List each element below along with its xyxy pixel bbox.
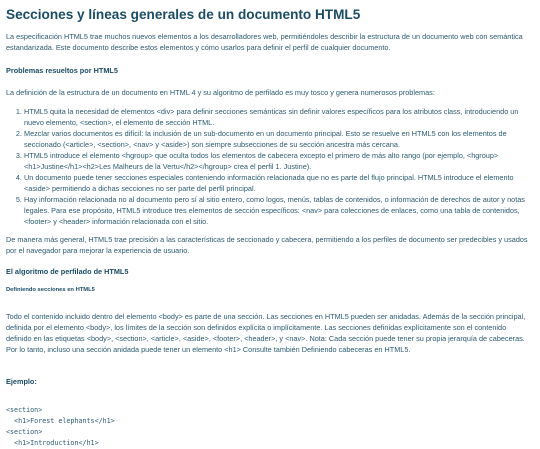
list-item: 4. Un documento puede tener secciones especiales conteniendo información relacionada que no es parte del flujo principal. HTML5 introduce el elemento <aside> permitiendo a dichas secciones no ser parte del perfil principal. (24, 172, 533, 194)
problems-lead: La definición de la estructura de un documento en HTML 4 y su algoritmo de perfilado es muy tosco y genera numerosos problemas: (6, 88, 435, 97)
example-code: <section> <h1>Forest elephants</h1> <section> <h1>Introduction</h1> (6, 406, 115, 447)
intro-paragraph: La especificación HTML5 trae muchos nuevos elementos a los desarrolladores web, permitiéndoles describir la estructura de un documento web con semántica estandarizada. Este documento describe estos elementos y cómo usarlos para definir el perfil de cualquier documento. (6, 32, 523, 52)
list-item: 5. Hay información relacionada no al documento pero sí al sitio entero, como logos, menús, tablas de contenidos, o información de derechos de autor y notas legales. Para ese propósito, HTML5 introduce tres elementos de sección específicos: <nav> para colecciones de enlaces, como una tabla de contenidos, <footer> y <header> información relacionada con el sitio. (24, 194, 533, 227)
algorithm-heading: El algoritmo de perfilado de HTML5 (6, 267, 129, 276)
sections-subheading: Definiendo secciones en HTML5 (6, 287, 95, 293)
page-title: Secciones y líneas generales de un documento HTML5 (6, 7, 361, 22)
list-item: 3. HTML5 introduce el elemento <hgroup> que oculta todos los elementos de cabecera excepto el primero de más alto rango (por ejemplo, <hgroup> <h1>Justine</h1><h2>Les Malheurs de la Vertu</h2></hgroup> crea el perfil 1. Justine). (24, 150, 533, 172)
problems-list (6, 106, 533, 227)
problems-closing: De manera más general, HTML5 trae precisión a las características de seccionado y cabecera, permitiendo a los perfiles de documento ser predecibles y usados por el navegador para mejorar la experiencia de usuario. (6, 235, 528, 255)
example-label: Ejemplo: (6, 377, 37, 386)
sections-paragraph: Todo el contenido incluido dentro del elemento <body> es parte de una sección. Las secciones en HTML5 pueden ser anidadas. Además de la sección principal, definida por el elemento <body>, los límites de la sección son definidos explícita o implícitamente. Las secciones definidas explícitamente son el contenido definido en las etiquetas <body>, <section>, <article>, <aside>, <footer>, <header>, y <nav>. Nota: Cada sección puede tener su propia jerarquía de cabeceras. Por lo tanto, incluso una sección anidada puede tener un elemento <h1> Consulte también Definiendo cabeceras en HTML5. (6, 312, 526, 354)
problems-heading: Problemas resueltos por HTML5 (6, 66, 118, 75)
list-item: 1. HTML5 quita la necesidad de elementos <div> para definir secciones semánticas sin definir valores específicos para los atributos class, introduciendo un nuevo elemento, <section>, el elemento de sección HTML. (24, 106, 533, 128)
list-item: 2. Mezclar varios documentos es difícil: la inclusión de un sub-documento en un documento principal. Esto se resuelve en HTML5 con los elementos de seccionado (<article>, <section>, <nav> y <aside>) son siempre subsecciones de su sección ancestra más cercana. (24, 128, 533, 150)
